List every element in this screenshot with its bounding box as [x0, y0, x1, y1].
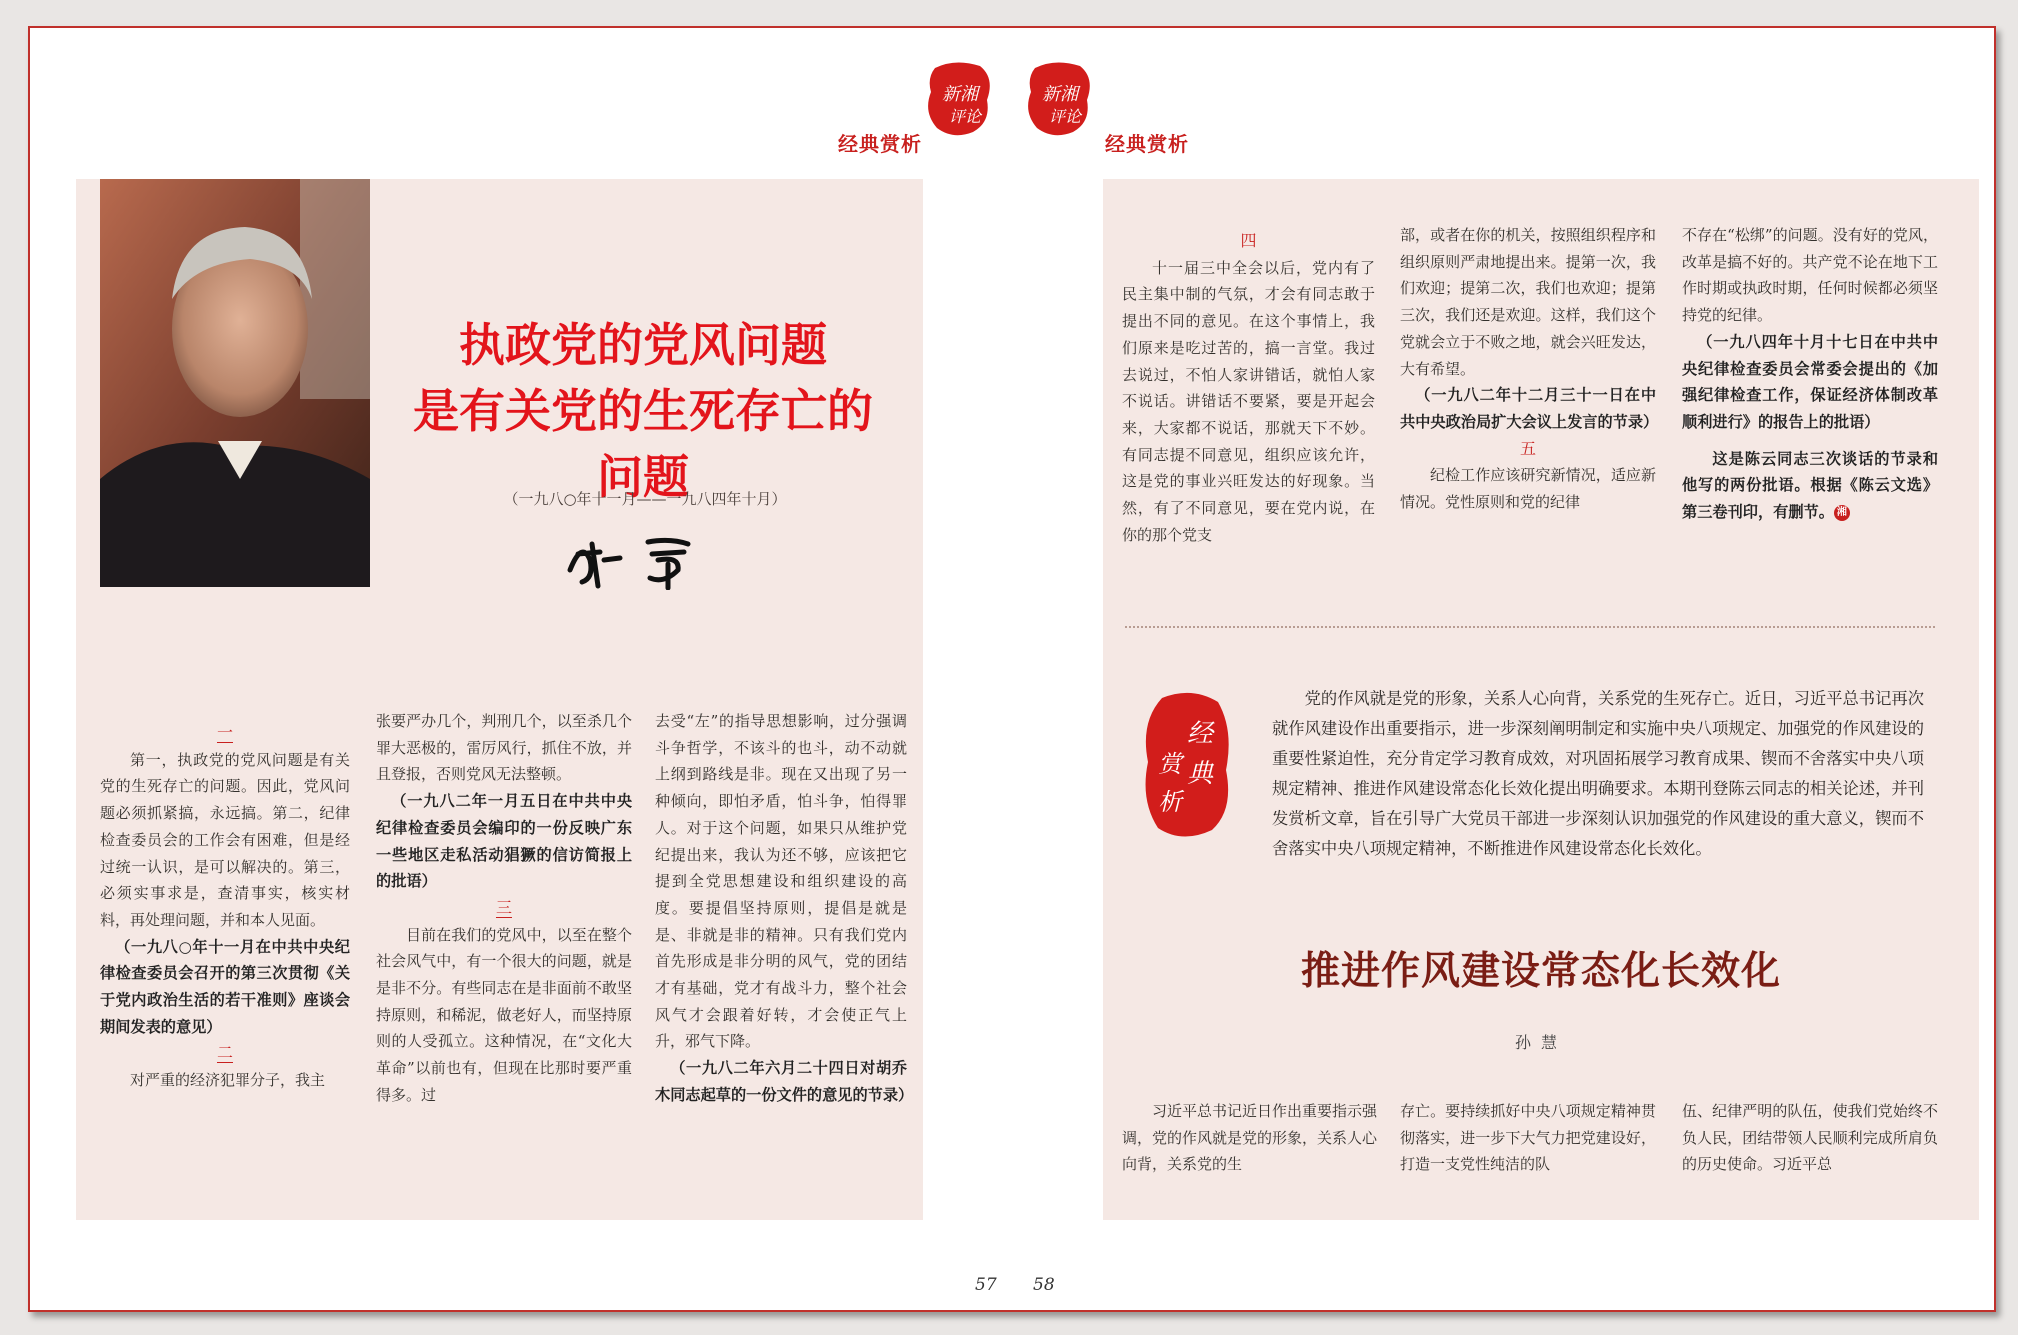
seal-jingdian-icon [1142, 690, 1232, 840]
editor-note [1682, 446, 1938, 526]
paragraph: 纪检工作应该研究新情况，适应新情况。党性原则和党的纪律 [1400, 466, 1656, 512]
right-column-2 [1400, 222, 1659, 516]
date-range: （一九八○年十一月——一九八四年十月） [503, 490, 787, 508]
page-number-right: 58 [1033, 1275, 1055, 1295]
source-note: （一九八二年十二月三十一日在中共中央政治局扩大会议上发言的节录） [1400, 386, 1659, 431]
svg-text:典: 典 [1186, 759, 1214, 789]
source-note: （一九八四年十月十七日在中共中央纪律检查委员会常委会提出的《加强纪律检查工作，保证经济体制改革顺利进行》的报告上的批语） [1682, 332, 1938, 431]
svg-text:析: 析 [1158, 788, 1182, 816]
section-heading-1: 一 [216, 723, 233, 742]
left-column-2 [376, 708, 632, 1109]
seal-left-icon [925, 60, 995, 138]
source-note: （一九八○年十一月在中共中央纪律检查委员会召开的第三次贯彻《关于党内政治生活的若干准则》座谈会期间发表的意见） [100, 937, 350, 1036]
main-title-line1: 执政党的党风问题 [459, 318, 827, 372]
paragraph: 习近平总书记近日作出重要指示强调，党的作风就是党的形象，关系人心向背，关系党的生 [1122, 1102, 1378, 1174]
source-note: （一九八二年一月五日在中共中央纪律检查委员会编印的一份反映广东一些地区走私活动猖獗的信访简报上的批语） [376, 792, 632, 891]
article-column-3 [1682, 1098, 1938, 1178]
dotted-divider [1125, 626, 1935, 628]
section-heading-4: 四 [1240, 231, 1257, 250]
intro-paragraph: 党的作风就是党的形象，关系人心向背，关系党的生死存亡。近日，习近平总书记再次就作风建设作出重要指示，进一步深刻阐明制定和实施中央八项规定、加强党的作风建设的重要性紧迫性，充分肯定学习教育成效，对巩固拓展学习教育成果、锲而不舍落实中央八项规定精神、推进作风建设常态化长效化提出明确要求。本期刊登陈云同志的相关论述，并刊发赏析文章，旨在引导广大党员干部进一步深刻认识加强党的作风建设的重大意义，锲而不舍落实中央八项规定精神，不断推进作风建设常态化长效化。 [1272, 689, 1924, 858]
svg-text:赏: 赏 [1158, 750, 1182, 778]
article-column-2 [1400, 1098, 1656, 1178]
paragraph: 目前在我们的党风中，以至在整个社会风气中，有一个很大的问题，就是是非不分。有些同志在是非面前不敢坚持原则，和稀泥，做老好人，而坚持原则的人受孤立。这种情况，在“文化大革命”以前也有，但现在比那时要严重得多。过 [376, 925, 632, 1104]
portrait-photo [100, 179, 370, 587]
left-column-3 [655, 708, 914, 1109]
section-heading-3: 三 [495, 897, 512, 917]
right-column-3 [1682, 222, 1938, 526]
header-right-label: 经典赏析 [1105, 132, 1189, 156]
paragraph: 不存在“松绑”的问题。没有好的党风，改革是搞不好的。共产党不论在地下工作时期或执政时期，任何时候都必须坚持党的纪律。 [1682, 226, 1938, 325]
section-heading-5: 五 [1519, 438, 1536, 458]
paragraph: 存亡。要持续抓好中央八项规定精神贯彻落实，进一步下大气力把党建设好，打造一支党性纯洁的队 [1400, 1102, 1656, 1174]
svg-text:新湘: 新湘 [942, 84, 978, 105]
paragraph: 张要严办几个，判刑几个，以至杀几个罪大恶极的，雷厉风行，抓住不放，并且登报，否则党风无法整顿。 [376, 712, 632, 784]
main-title-line2: 是有关党的生死存亡的问题 [413, 384, 873, 504]
paragraph: 十一届三中全会以后，党内有了民主集中制的气氛，才会有同志敢于提出不同的意见。在这个事情上，我们原来是吃过苦的，搞一言堂。我过去说过，不怕人家讲错话，就怕人家不说话。讲错话不要紧，要是开起会来，大家都不说话，那就天下不妙。有同志提不同意见，组织应该允许，这是党的事业兴旺发达的好现象。当然，有了不同意见，要在党内说，在你的那个党支 [1122, 258, 1375, 544]
svg-text:经: 经 [1186, 719, 1214, 749]
article-author: 孙慧 [1514, 1033, 1567, 1052]
paragraph: 部，或者在你的机关，按照组织程序和组织原则严肃地提出来。提第一次，我们欢迎；提第二次，我们也欢迎；提第三次，我们还是欢迎。这样，我们这个党就会立于不败之地，就会兴旺发达，大有希望。 [1400, 226, 1656, 378]
source-note: （一九八二年六月二十四日对胡乔木同志起草的一份文件的意见的节录） [655, 1059, 914, 1104]
svg-text:新湘: 新湘 [1042, 84, 1078, 105]
page-number-left: 57 [975, 1275, 997, 1295]
paragraph: 对严重的经济犯罪分子，我主 [130, 1071, 326, 1090]
end-mark-icon: 湘 [1834, 505, 1850, 521]
section-heading-2: 二 [216, 1043, 233, 1063]
article-column-1 [1122, 1098, 1377, 1178]
right-column-1 [1122, 228, 1375, 548]
main-title [403, 312, 883, 510]
article-title: 推进作风建设常态化长效化 [1300, 948, 1781, 994]
paragraph: 第一，执政党的党风问题是有关党的生死存亡的问题。因此，党风问题必须抓紧搞，永远搞。第二，纪律检查委员会的工作会有困难，但是经过统一认识，是可以解决的。第三，必须实事求是，查清事实，核实材料，再处理问题，并和本人见面。 [100, 750, 350, 929]
seal-right-icon [1025, 60, 1095, 138]
left-column-1 [100, 720, 350, 1094]
editor-note-text: 这是陈云同志三次谈话的节录和他写的两份批语。根据《陈云文选》第三卷刊印，有删节。 [1682, 449, 1938, 522]
paragraph: 去受“左”的指导思想影响，过分强调斗争哲学，不该斗的也斗，动不动就上纲到路线是非。现在又出现了另一种倾向，即怕矛盾，怕斗争，怕得罪人。对于这个问题，如果只从维护党纪提出来，我认为还不够，应该把它提到全党思想建设和组织建设的高度。要提倡坚持原则，提倡是就是是、非就是非的精神。只有我们党内首先形成是非分明的风气，党的团结才有基础，党才有战斗力，整个社会风气才会跟着好转，才会使正气上升，邪气下降。 [655, 712, 907, 1051]
signature-image [560, 530, 710, 590]
svg-text:评论: 评论 [948, 107, 982, 126]
paragraph: 伍、纪律严明的队伍，使我们党始终不负人民，团结带领人民顺利完成所肩负的历史使命。习近平总 [1682, 1102, 1938, 1174]
svg-text:评论: 评论 [1048, 107, 1082, 126]
header-left-label: 经典赏析 [838, 132, 922, 156]
